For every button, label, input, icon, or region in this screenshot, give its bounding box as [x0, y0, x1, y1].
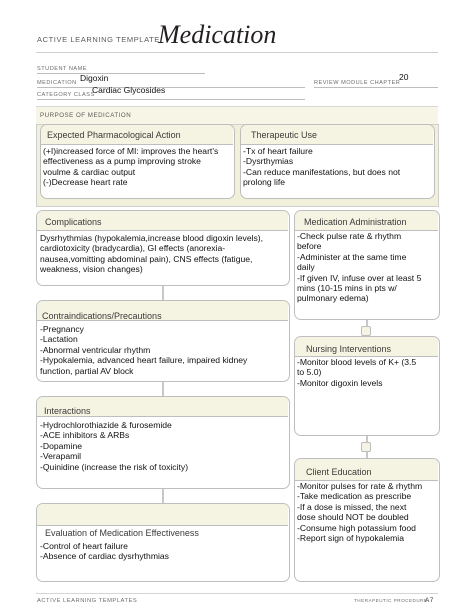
interactions-line: -Dopamine — [40, 440, 83, 451]
evaluation-box — [36, 503, 290, 582]
complications-line: cardiotoxicity (bradycardia), GI effects (anorexia- — [40, 243, 226, 254]
evaluation-tab — [36, 503, 288, 526]
expected-action-text — [43, 146, 233, 188]
evaluation-text — [40, 541, 288, 562]
complications-box — [36, 210, 290, 286]
medication-administration-title: Medication Administration — [304, 217, 407, 227]
complications-text — [40, 233, 288, 275]
expected-action-line: voulme & cardiac output — [43, 166, 136, 177]
interactions-line: -Quinidine (increase the risk of toxicity) — [40, 461, 189, 472]
administration-line: -If given IV, infuse over at least 5 — [297, 272, 422, 283]
category-class-label: CATEGORY CLASS — [37, 92, 95, 98]
nursing-interventions-title: Nursing Interventions — [306, 344, 392, 354]
footer-rule — [36, 593, 438, 594]
contraindications-box — [36, 300, 290, 382]
nursing-interventions-box — [294, 336, 440, 436]
category-class-line — [37, 99, 305, 100]
header-rule — [36, 52, 438, 53]
administration-line: pulmonary edema) — [297, 293, 369, 304]
education-line: -Consume high potassium food — [297, 522, 416, 533]
therapeutic-use-line: -Tx of heart failure — [243, 146, 313, 156]
purpose-section-title: PURPOSE OF MEDICATION — [40, 112, 132, 119]
expected-action-title: Expected Pharmacological Action — [47, 130, 181, 140]
contraindications-line: -Hypokalemia, advanced heart failure, impaired kidney — [40, 355, 248, 366]
medication-field[interactable]: Digoxin — [80, 73, 109, 83]
connector-notch — [361, 442, 371, 452]
complications-title: Complications — [45, 217, 102, 227]
category-class-field[interactable]: Cardiac Glycosides — [92, 85, 166, 95]
client-education-box — [294, 458, 440, 582]
contraindications-text — [40, 324, 288, 376]
medication-line — [37, 87, 305, 88]
education-line: -Monitor pulses for rate & rhythm — [297, 481, 423, 491]
expected-action-line: (-)Decrease heart rate — [43, 177, 128, 188]
footer-left: ACTIVE LEARNING TEMPLATES — [37, 598, 138, 604]
administration-line: mins (10-15 mins in pts w/ — [297, 283, 397, 294]
therapeutic-use-line: -Dysrthymias — [243, 156, 294, 167]
nursing-line: -Monitor digoxin levels — [297, 377, 383, 388]
expected-action-line: effectiveness as a pump improving stroke — [43, 156, 201, 167]
footer-page-number: A7 — [425, 597, 434, 604]
connector-left-1 — [162, 284, 164, 300]
complications-line: Dysrhythmias (hypokalemia,increase blood digoxin levels), — [40, 233, 264, 243]
expected-action-line: (+I)increased force of MI: improves the heart's — [43, 146, 219, 156]
evaluation-line: -Control of heart failure — [40, 541, 128, 551]
medication-administration-text — [297, 231, 437, 304]
therapeutic-use-title: Therapeutic Use — [251, 130, 318, 140]
administration-line: daily — [297, 262, 315, 273]
review-chapter-label: REVIEW MODULE CHAPTER — [314, 80, 401, 86]
student-name-label: STUDENT NAME — [37, 66, 88, 72]
interactions-title: Interactions — [44, 406, 91, 416]
education-line: dose should NOT be doubled — [297, 512, 409, 523]
review-chapter-line — [314, 87, 438, 88]
interactions-box — [36, 396, 290, 489]
connector-notch — [361, 326, 371, 336]
education-line: -Report sign of hypokalemia — [297, 533, 404, 544]
contraindications-title: Contraindications/Precautions — [42, 311, 162, 321]
connector-left-2 — [162, 380, 164, 396]
administration-line: -Administer at the same time — [297, 251, 407, 262]
administration-line: -Check pulse rate & rhythm — [297, 231, 402, 241]
client-education-title: Client Education — [306, 467, 372, 477]
nursing-interventions-text — [297, 357, 437, 388]
nursing-line: -Monitor blood levels of K+ (3.5 — [297, 357, 417, 367]
medication-label: MEDICATION — [37, 80, 77, 86]
expected-action-box — [40, 124, 235, 199]
complications-line: weakness, vision changes) — [40, 264, 143, 275]
contraindications-line: -Abnormal ventricular rhythm — [40, 344, 151, 355]
interactions-text — [40, 420, 288, 472]
footer-right-label: THERAPEUTIC PROCEDURE — [354, 598, 428, 603]
review-chapter-field[interactable]: 20 — [399, 72, 409, 82]
page-title: Medication — [158, 20, 277, 49]
interactions-line: -Hydrochlorothiazide & furosemide — [40, 420, 172, 430]
complications-line: nausea,vomitting abdominal pain), CNS effects (fatigue, — [40, 253, 253, 264]
therapeutic-use-text — [243, 146, 433, 188]
evaluation-title: Evaluation of Medication Effectiveness — [45, 528, 199, 538]
education-line: -If a dose is missed, the next — [297, 501, 407, 512]
connector-left-3 — [162, 487, 164, 503]
nursing-line: to 5.0) — [297, 367, 322, 378]
therapeutic-use-box — [240, 124, 435, 199]
therapeutic-use-line: prolong life — [243, 177, 286, 188]
evaluation-line: -Absence of cardiac dysrhythmias — [40, 551, 169, 562]
contraindications-line: -Pregnancy — [40, 324, 84, 334]
interactions-line: -ACE inhibitors & ARBs — [40, 430, 130, 441]
template-prefix: ACTIVE LEARNING TEMPLATE: — [37, 35, 163, 44]
education-line: -Take medication as prescribe — [297, 491, 412, 502]
student-name-line — [37, 73, 205, 74]
client-education-text — [297, 481, 437, 543]
contraindications-line: -Lactation — [40, 334, 78, 345]
contraindications-line: function, partial AV block — [40, 365, 134, 376]
medication-administration-box — [294, 210, 440, 320]
administration-line: before — [297, 241, 322, 252]
interactions-line: -Verapamil — [40, 451, 82, 462]
therapeutic-use-line: -Can reduce manifestations, but does not — [243, 166, 401, 177]
